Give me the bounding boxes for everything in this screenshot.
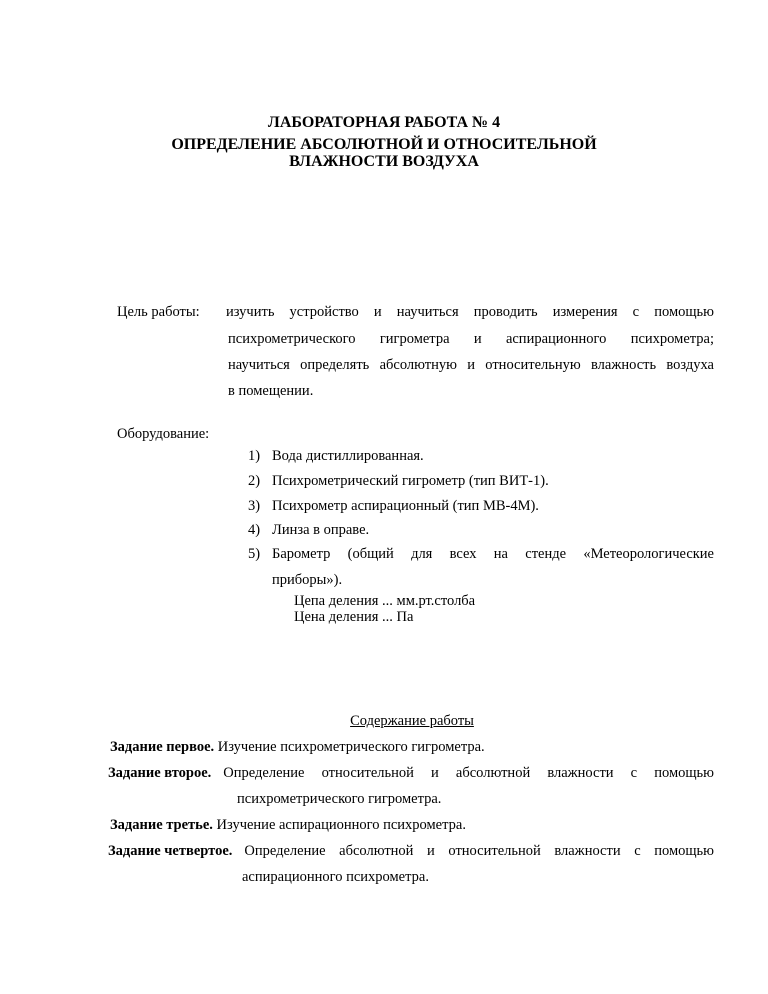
equipment-item-text: Психрометрический гигрометр (тип ВИТ-1). xyxy=(272,473,549,489)
task-fourth xyxy=(108,842,714,860)
goal-text-line3: научиться определять абсолютную и относительную влажность воздуха xyxy=(228,357,714,373)
task-label: Задание первое. xyxy=(110,739,215,755)
contents-title: Содержание работы xyxy=(350,713,474,729)
task-second-continuation: психрометрического гигрометра. xyxy=(237,791,442,807)
task-label: Задание третье. xyxy=(110,817,213,833)
equipment-item-text-line1: Барометр (общий для всех на стенде «Метеорологические xyxy=(272,546,714,562)
equipment-item-number: 5) xyxy=(248,546,261,562)
scale-division-mmhg: Цепа деления ... мм.рт.столба xyxy=(294,593,476,609)
equipment-item-number: 1) xyxy=(248,448,261,464)
equipment-item-number: 2) xyxy=(248,473,261,489)
equipment-item-text: Вода дистиллированная. xyxy=(272,448,424,464)
scale-division-pa: Цена деления ... Па xyxy=(294,609,414,625)
goal-text-line1: изучить устройство и научиться проводить измерения с помощью xyxy=(226,304,714,320)
equipment-item-text: Линза в оправе. xyxy=(272,522,370,538)
topic-title xyxy=(0,136,768,170)
task-text: Определение абсолютной и относительной влажности с помощью xyxy=(244,843,714,859)
topic-title-line1: ОПРЕДЕЛЕНИЕ АБСОЛЮТНОЙ И ОТНОСИТЕЛЬНОЙ xyxy=(171,136,597,153)
topic-title-line2: ВЛАЖНОСТИ ВОЗДУХА xyxy=(289,153,479,170)
task-fourth-continuation: аспирационного психрометра. xyxy=(242,869,429,885)
goal-text-line2: психрометрического гигрометра и аспирационного психрометра; xyxy=(228,331,714,347)
goal-text-line4: в помещении. xyxy=(228,383,314,399)
task-text: Изучение аспирационного психрометра. xyxy=(216,817,466,833)
task-third xyxy=(110,816,466,834)
equipment-item-number: 3) xyxy=(248,498,261,514)
lab-title: ЛАБОРАТОРНАЯ РАБОТА № 4 xyxy=(267,114,501,131)
task-text: Определение относительной и абсолютной влажности с помощью xyxy=(223,765,714,781)
task-first xyxy=(110,738,485,756)
equipment-item-text-line2: приборы»). xyxy=(272,572,343,588)
task-second xyxy=(108,764,714,782)
equipment-item-text: Психрометр аспирационный (тип МВ-4М). xyxy=(272,498,539,514)
task-label: Задание четвертое. xyxy=(108,843,233,859)
goal-label: Цель работы: xyxy=(117,304,200,320)
task-text: Изучение психрометрического гигрометра. xyxy=(217,739,485,755)
equipment-label: Оборудование: xyxy=(117,426,210,442)
task-label: Задание второе. xyxy=(108,765,212,781)
equipment-item-number: 4) xyxy=(248,522,261,538)
